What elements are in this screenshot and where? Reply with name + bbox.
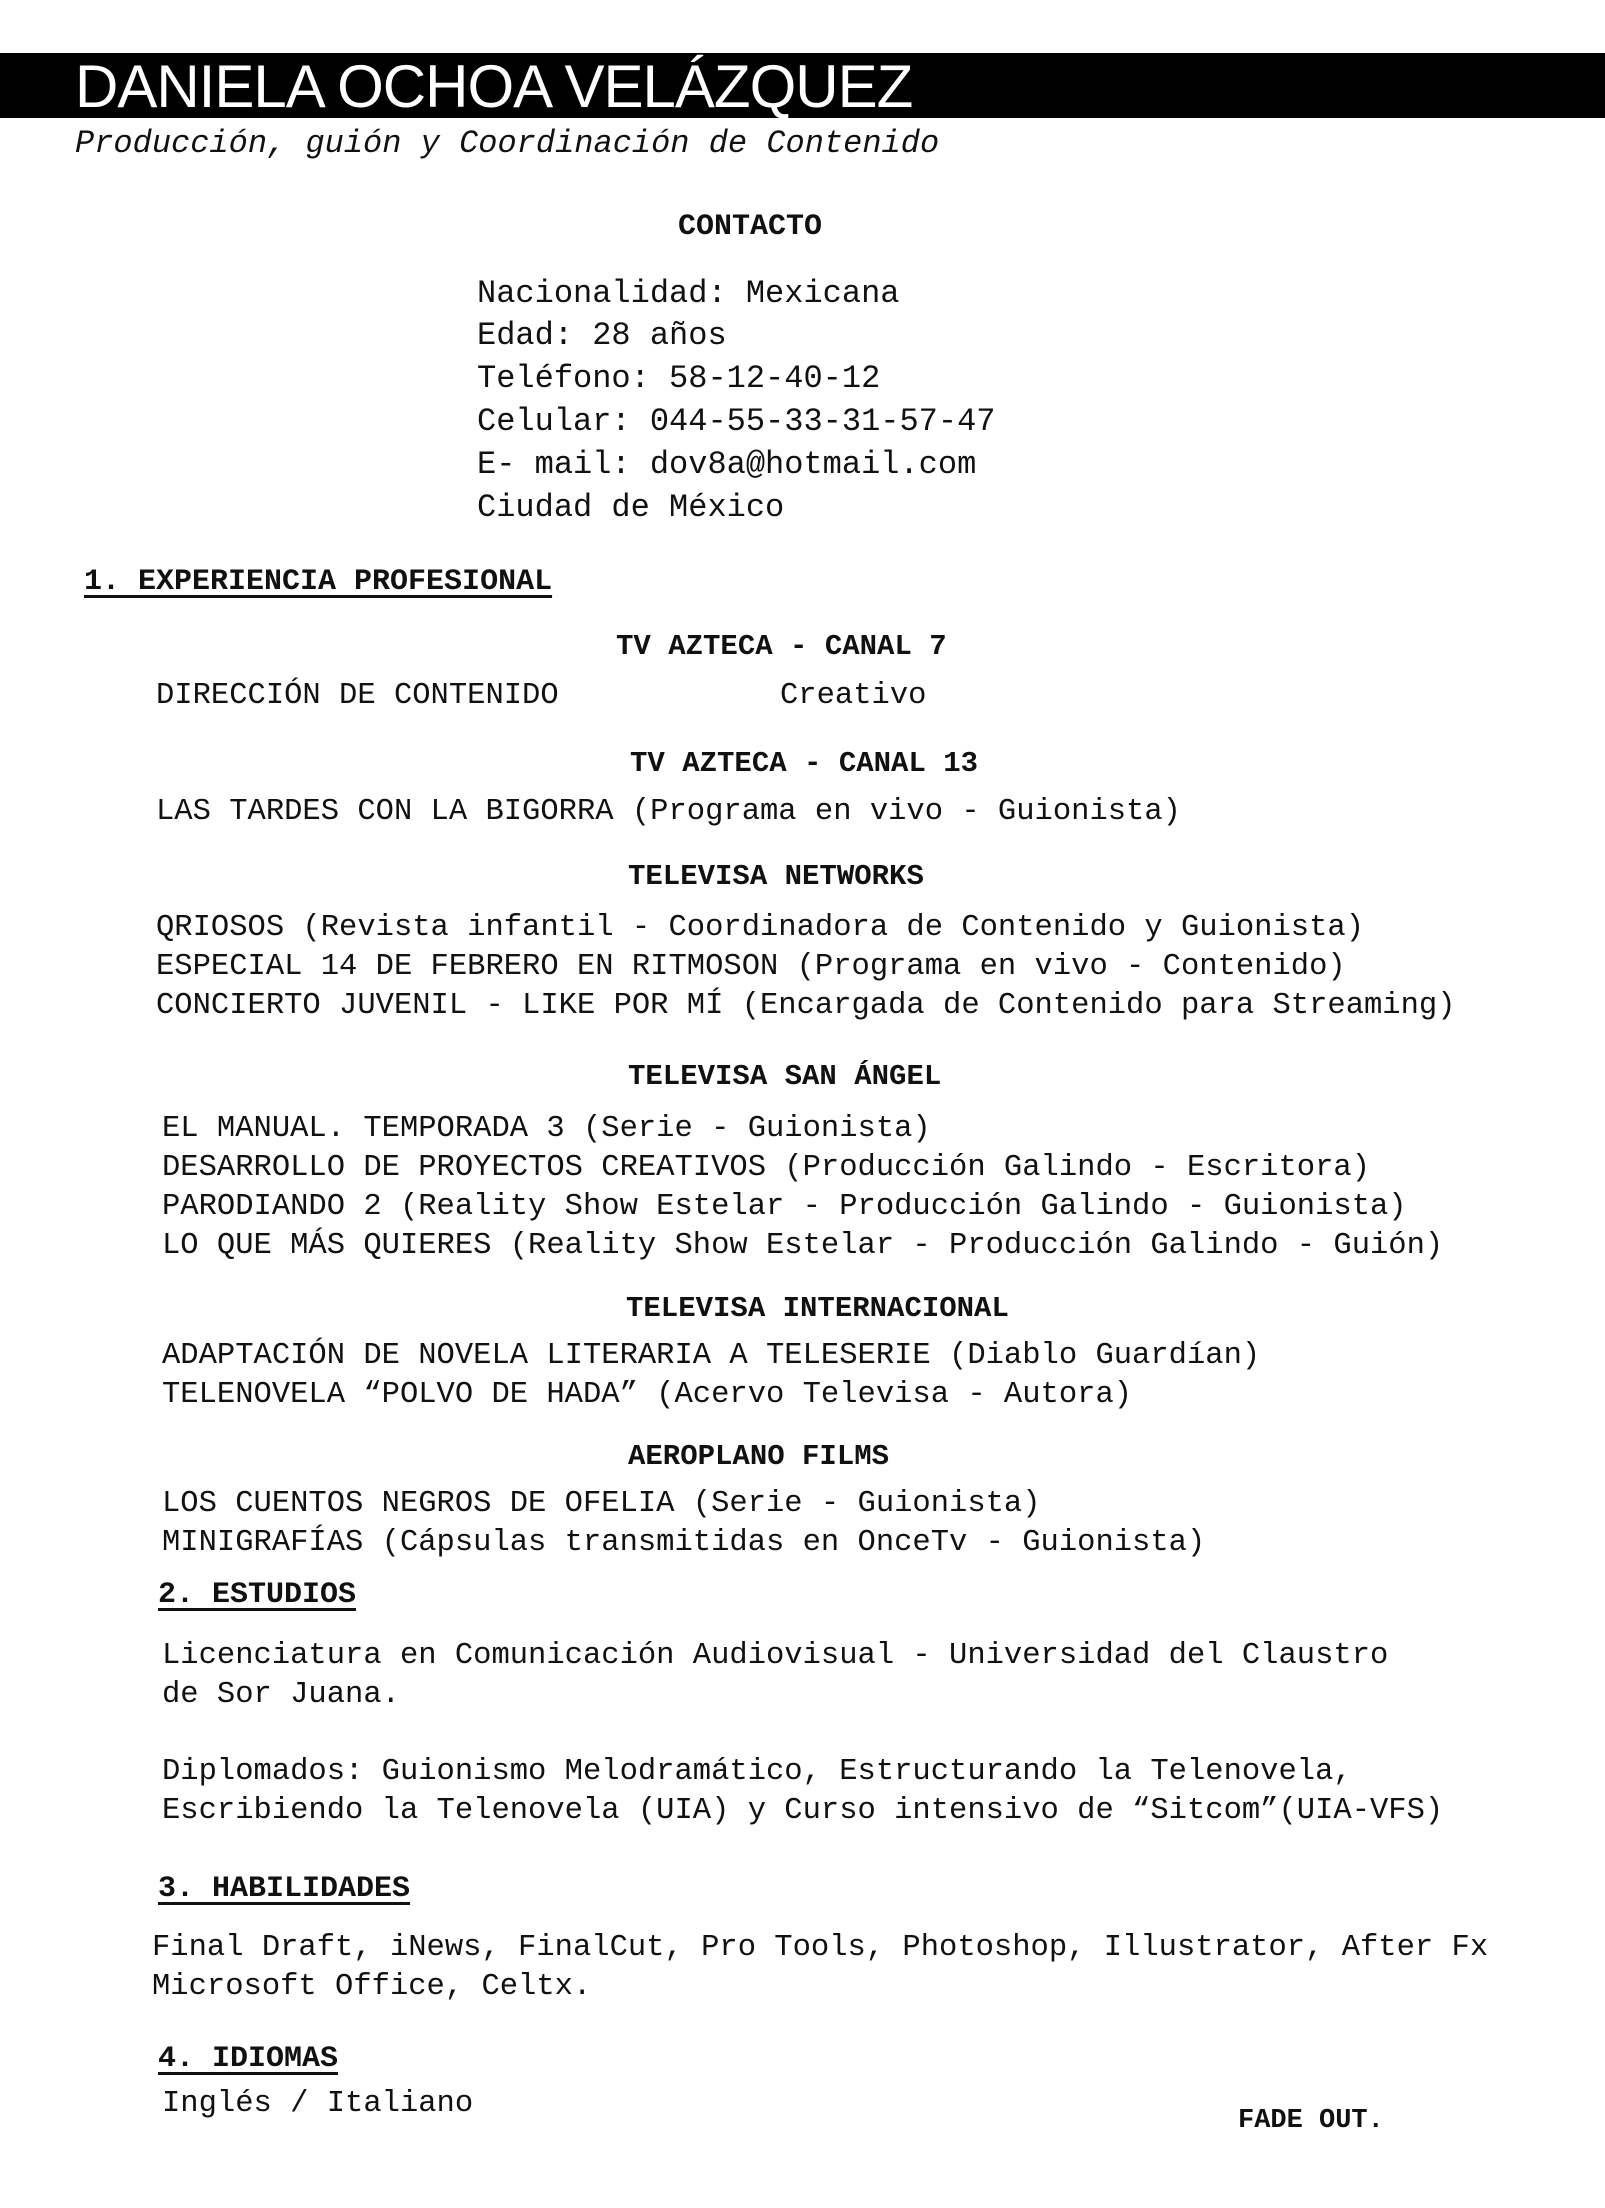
contact-email: E- mail: dov8a@hotmail.com: [477, 446, 977, 483]
list-item: LAS TARDES CON LA BIGORRA (Programa en vivo - Guionista): [156, 795, 1181, 829]
fade-out-text: FADE OUT.: [1238, 2106, 1384, 2136]
studies-line: de Sor Juana.: [162, 1678, 400, 1712]
contact-nationality: Nacionalidad: Mexicana: [477, 275, 900, 312]
company-aeroplano-films: AEROPLANO FILMS: [628, 1440, 890, 1473]
list-item: Creativo: [780, 679, 927, 713]
skills-line: Microsoft Office, Celtx.: [152, 1970, 592, 2004]
contact-heading: CONTACTO: [678, 210, 823, 244]
contact-mobile: Celular: 044-55-33-31-57-47: [477, 403, 996, 440]
studies-line: Diplomados: Guionismo Melodramático, Estructurando la Telenovela,: [162, 1755, 1352, 1789]
candidate-name: DANIELA OCHOA VELÁZQUEZ: [75, 53, 913, 120]
list-item: DIRECCIÓN DE CONTENIDO: [156, 679, 559, 713]
experience-heading: 1. EXPERIENCIA PROFESIONAL: [84, 565, 553, 599]
skills-heading: 3. HABILIDADES: [158, 1872, 411, 1906]
contact-city: Ciudad de México: [477, 489, 785, 526]
list-item: PARODIANDO 2 (Reality Show Estelar - Producción Galindo - Guionista): [162, 1190, 1407, 1224]
company-televisa-san-angel: TELEVISA SAN ÁNGEL: [628, 1060, 942, 1093]
list-item: EL MANUAL. TEMPORADA 3 (Serie - Guionista): [162, 1112, 931, 1146]
list-item: TELENOVELA “POLVO DE HADA” (Acervo Televisa - Autora): [162, 1378, 1133, 1412]
list-item: ADAPTACIÓN DE NOVELA LITERARIA A TELESERIE (Diablo Guardían): [162, 1339, 1261, 1373]
languages-value: Inglés / Italiano: [162, 2087, 474, 2121]
contact-phone: Teléfono: 58-12-40-12: [477, 360, 881, 397]
list-item: ESPECIAL 14 DE FEBRERO EN RITMOSON (Programa en vivo - Contenido): [156, 950, 1346, 984]
list-item: QRIOSOS (Revista infantil - Coordinadora de Contenido y Guionista): [156, 911, 1364, 945]
list-item: CONCIERTO JUVENIL - LIKE POR MÍ (Encargada de Contenido para Streaming): [156, 989, 1456, 1023]
contact-age: Edad: 28 años: [477, 317, 727, 354]
studies-line: Licenciatura en Comunicación Audiovisual - Universidad del Claustro: [162, 1639, 1389, 1673]
list-item: LO QUE MÁS QUIERES (Reality Show Estelar - Producción Galindo - Guión): [162, 1229, 1444, 1263]
list-item: MINIGRAFÍAS (Cápsulas transmitidas en OnceTv - Guionista): [162, 1526, 1206, 1560]
company-tv-azteca-7: TV AZTECA - CANAL 7: [616, 630, 947, 663]
studies-heading: 2. ESTUDIOS: [158, 1578, 357, 1612]
skills-line: Final Draft, iNews, FinalCut, Pro Tools, Photoshop, Illustrator, After Fx: [152, 1931, 1489, 1965]
candidate-subtitle: Producción, guión y Coordinación de Contenido: [75, 125, 940, 162]
list-item: DESARROLLO DE PROYECTOS CREATIVOS (Producción Galindo - Escritora): [162, 1151, 1370, 1185]
company-televisa-internacional: TELEVISA INTERNACIONAL: [626, 1292, 1009, 1325]
languages-heading: 4. IDIOMAS: [158, 2042, 339, 2076]
company-televisa-networks: TELEVISA NETWORKS: [628, 860, 924, 893]
list-item: LOS CUENTOS NEGROS DE OFELIA (Serie - Guionista): [162, 1487, 1041, 1521]
company-tv-azteca-13: TV AZTECA - CANAL 13: [630, 747, 979, 780]
studies-line: Escribiendo la Telenovela (UIA) y Curso intensivo de “Sitcom”(UIA-VFS): [162, 1794, 1444, 1828]
